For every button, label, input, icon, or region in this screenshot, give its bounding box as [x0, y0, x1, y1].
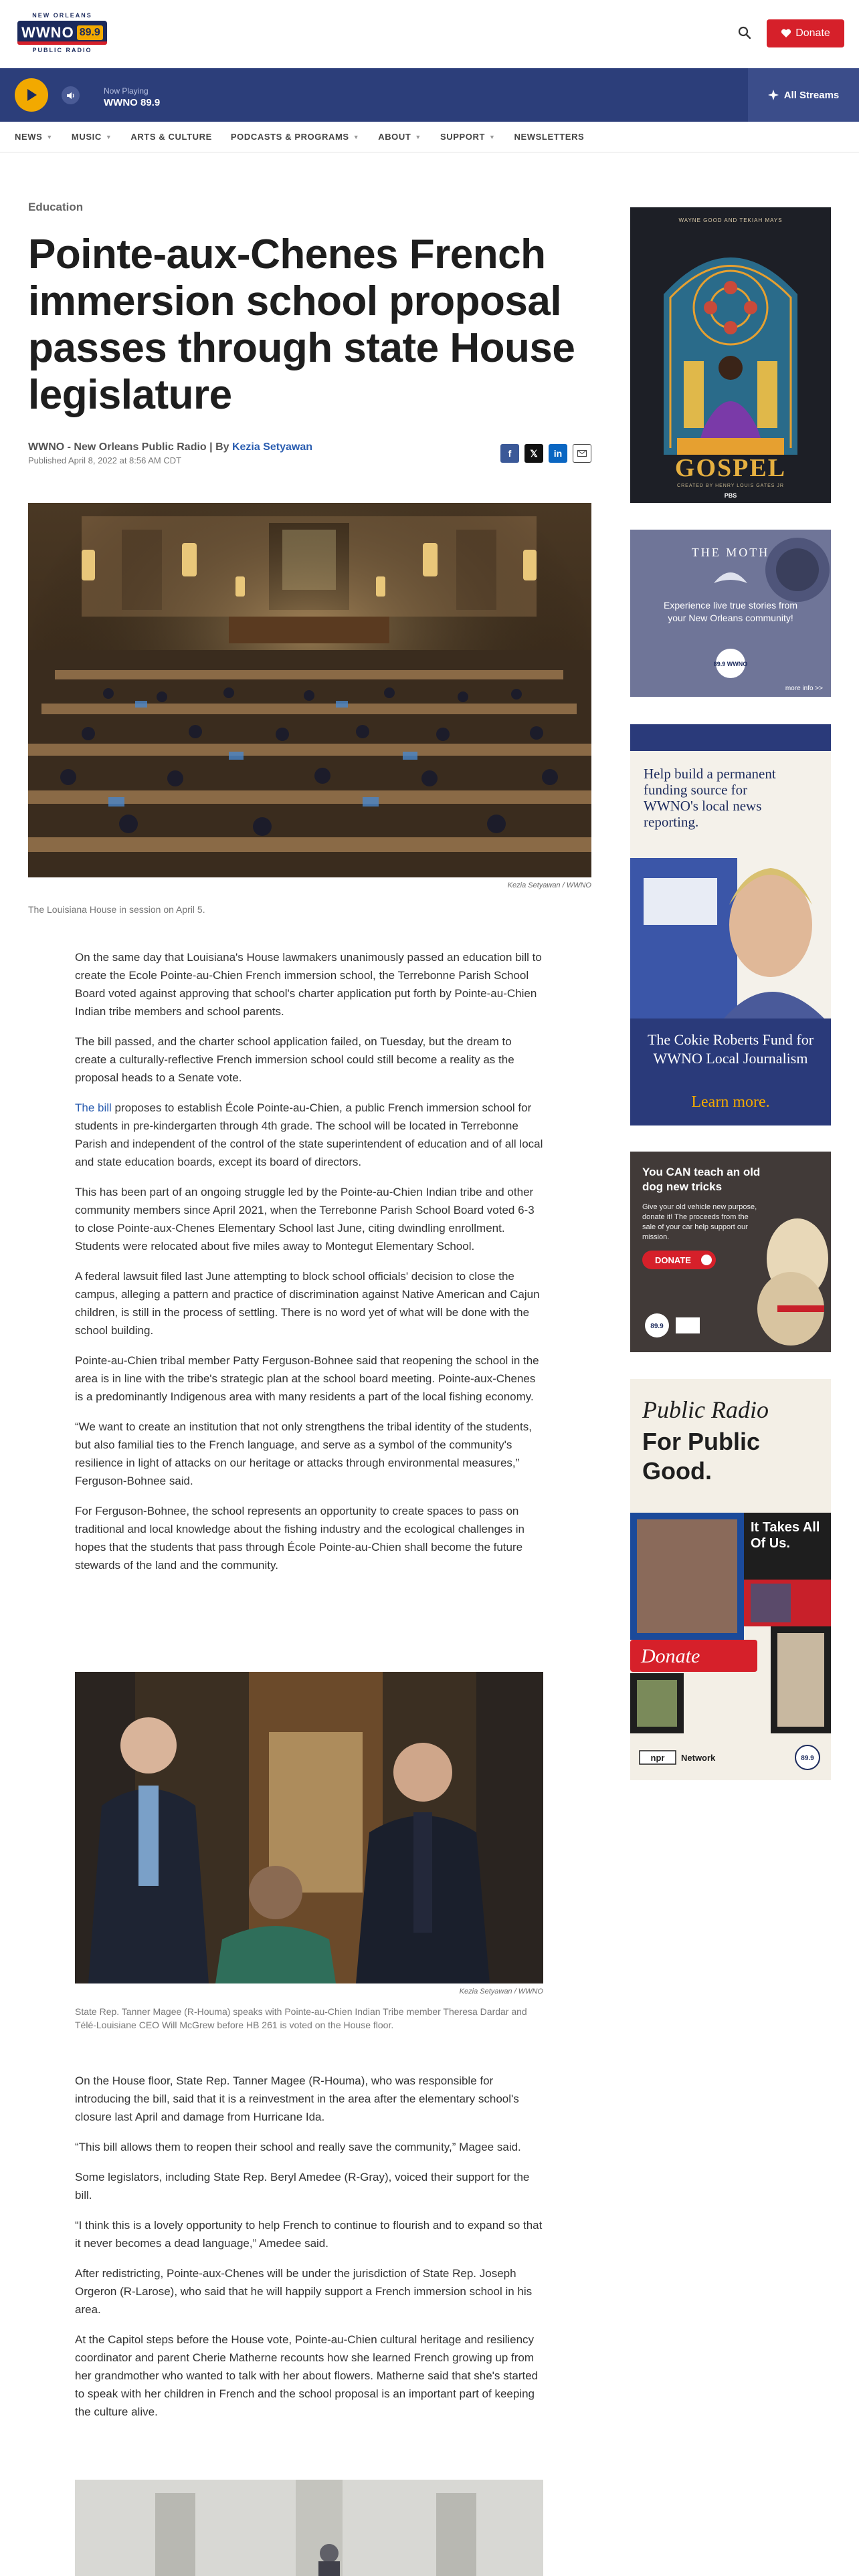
nav-item-news[interactable]	[15, 132, 53, 142]
paragraph: The bill passed, and the charter school application failed, on Tuesday, but the dream to create a culturally-reflective French immersion school could still become a reality as the proposal heads to a Senate vote.	[75, 1035, 514, 1084]
photo2-caption: State Rep. Tanner Magee (R-Houma) speaks with Pointe-au-Chien Indian Tribe member Theresa Dardar and Télé-Louisiane CEO Will McGrew before HB 261 is voted on the House floor.	[75, 2006, 527, 2030]
ad-moth-badge: 89.9 WWNO	[713, 661, 748, 667]
author-link[interactable]: Kezia Setyawan	[231, 441, 313, 453]
nav-label: NEWSLETTERS	[514, 132, 585, 142]
now-playing-label: Now Playing	[104, 86, 149, 96]
paragraph: On the same day that Louisiana's House lawmakers unanimously passed an education bill to create the Ecole Pointe-au-Chien French immersion school, the Terrebonne Parish School Board voted against approving that school's charter application put forth by Pointe-au-Chien Indian tribe members and school parents.	[75, 951, 542, 1018]
ad-gospel-top: WAYNE GOOD AND TEKIAH MAYS	[678, 217, 783, 223]
ad-pr-network: Network	[681, 1753, 716, 1763]
site-header	[0, 0, 859, 68]
play-button[interactable]	[15, 78, 48, 112]
photo-magee-dardar-mcgrew	[75, 1672, 543, 1983]
now-playing-station: WWNO 89.9	[104, 97, 161, 108]
logo-call-letters: WWNO	[21, 24, 74, 41]
byline-org: WWNO - New Orleans Public Radio	[28, 441, 207, 453]
linkedin-share-icon[interactable]: in	[549, 444, 567, 463]
nav-item-arts-culture[interactable]	[130, 132, 212, 142]
paragraph	[75, 1099, 543, 1171]
paragraph-text: proposes to establish École Pointe-au-Chien, a public French immersion school for students in pre-kindergarten through 4th grade. The school will be located in Terrebonne Parish and independent of the control of the state superintendent of education and of all local and state education boards, except its board of directors.	[75, 1101, 543, 1168]
nav-label: PODCASTS & PROGRAMS	[230, 132, 349, 142]
logo-bottom-text: PUBLIC RADIO	[32, 47, 92, 53]
nav-item-newsletters[interactable]	[514, 132, 585, 142]
chevron-down-icon: ▼	[488, 133, 496, 140]
x-share-icon[interactable]: 𝕏	[524, 444, 543, 463]
email-share-icon[interactable]	[573, 444, 591, 463]
chevron-down-icon: ▼	[415, 133, 421, 140]
paragraph: At the Capitol steps before the House vote, Pointe-au-Chien cultural heritage and resiliency coordinator and parent Cherie Matherne recounts how she learned French growing up from her grandmother who wanted to talk with her about flowers. Matherne said that she's started to speak with her children in French and the school proposal is an important part of keeping the culture alive.	[75, 2333, 539, 2418]
wwno-logo[interactable]	[15, 12, 110, 55]
all-streams-label: All Streams	[783, 89, 840, 101]
main-nav	[0, 122, 859, 152]
ad-cokie-roberts-fund[interactable]	[630, 724, 831, 1125]
ad-moth-more[interactable]: more info >>	[785, 685, 823, 692]
paragraph: Pointe-au-Chien tribal member Patty Ferguson-Bohnee said that reopening the school in the area is in line with the tribe's strategic plan at the school board meeting. Pointe-aux-Chenes is a predominantly Indigenous area with many residents a part of the local fishing economy.	[75, 1354, 539, 1403]
byline-separator: | By	[206, 441, 232, 453]
all-streams-button[interactable]	[748, 68, 859, 122]
donate-button-label: Donate	[795, 27, 830, 39]
logo-red-strip	[17, 41, 107, 45]
ad-gospel[interactable]	[630, 207, 831, 503]
ad-pr-badge: 89.9	[801, 1755, 814, 1762]
article-body-part-1	[75, 948, 543, 1586]
paragraph: A federal lawsuit filed last June attempting to block school officials' decision to close the campus, alleging a pattern and practice of discrimination against Native American and Cajun children, is still in the process of settling. There is no word yet of what will be done with the school building.	[75, 1270, 540, 1337]
facebook-share-icon[interactable]: f	[500, 444, 519, 463]
ad-pr-donate[interactable]: Donate	[641, 1645, 700, 1667]
audio-player	[0, 68, 859, 122]
nav-item-about[interactable]	[378, 132, 421, 142]
hero-image-credit: Kezia Setyawan / WWNO	[507, 881, 591, 889]
paragraph: “This bill allows them to reopen their school and really save the community,” Magee said.	[75, 2141, 521, 2153]
volume-icon	[66, 91, 76, 100]
npr-logo: npr	[650, 1753, 665, 1763]
nav-label: MUSIC	[71, 132, 102, 142]
ad-moth-title: THE MOTH	[691, 546, 770, 559]
ad-the-moth[interactable]	[630, 530, 831, 697]
logo-frequency: 89.9	[77, 25, 103, 40]
heart-icon	[781, 29, 791, 38]
ad-vehicle-donation[interactable]	[630, 1152, 831, 1352]
search-icon	[738, 26, 751, 39]
paragraph: For Ferguson-Bohnee, the school represents an opportunity to create spaces to pass on traditional and local knowledge about the fishing industry and the ecological challenges in hopes that the students that pass through École Pointe-au-Chien shall become the future stewards of the land and the community.	[75, 1505, 524, 1572]
ad-cokie-headline: Help build a permanent funding source for WWNO's local news reporting.	[644, 766, 776, 830]
nav-label: ABOUT	[378, 132, 411, 142]
the-bill-link[interactable]: The bill	[75, 1101, 112, 1114]
ad-gospel-sponsor: PBS	[724, 492, 737, 499]
ad-pr-title2-part: Good.	[642, 1457, 712, 1485]
ad-dog-donate-button[interactable]: DONATE	[655, 1255, 691, 1265]
paragraph: On the House floor, State Rep. Tanner Magee (R-Houma), who was responsible for introducing the bill, said that it is a reinvestment in the area after the elementary school's closure last April and damage from Hurricane Ida.	[75, 2074, 519, 2123]
ad-dog-badge: 89.9	[650, 1323, 664, 1330]
nav-label: NEWS	[15, 132, 43, 142]
ad-gospel-title: GOSPEL	[674, 454, 787, 482]
chevron-down-icon: ▼	[46, 133, 53, 140]
photo-capitol-steps	[75, 2480, 543, 2576]
paragraph: This has been part of an ongoing struggle led by the Pointe-au-Chien Indian tribe and other community members since April 2021, when the Terrebonne Parish School Board voted 6-3 to close Pointe-aux-Chenes Elementary School last June, citing dwindling enrollment. Students were relocated about five miles away to Montegut Elementary School.	[75, 1186, 535, 1253]
article-body-part-2	[75, 2072, 543, 2433]
ad-dog-text: Give your old vehicle new purpose, donate it! The proceeds from the sale of your car help support our mission.	[642, 1203, 757, 1241]
ad-cokie-fund: The Cokie Roberts Fund for WWNO Local Journalism	[647, 1031, 814, 1067]
paragraph: After redistricting, Pointe-aux-Chenes will be under the jurisdiction of State Rep. Joseph Orgeron (R-Larose), who said that he will happily support a French immersion school in his area.	[75, 2267, 533, 2316]
published-date: Published April 8, 2022 at 8:56 AM CDT	[28, 455, 182, 465]
hero-image-louisiana-house	[28, 503, 591, 877]
hero-image-caption: The Louisiana House in session on April 5.	[28, 904, 205, 915]
volume-button[interactable]	[62, 86, 80, 104]
ad-cokie-cta[interactable]: Learn more.	[691, 1093, 770, 1111]
paragraph: “I think this is a lovely opportunity to help French to continue to flourish and to expand so that it never becomes a dead language,” Amedee said.	[75, 2219, 543, 2250]
ad-gospel-sub: CREATED BY HENRY LOUIS GATES JR	[677, 484, 784, 488]
play-icon	[25, 88, 37, 102]
search-button[interactable]	[733, 21, 756, 44]
share-buttons	[500, 444, 591, 463]
paragraph: “We want to create an institution that not only strengthens the tribal identity of the students, but also familial ties to the French language, and serve as a symbol of the community's resilience in light of attacks on our heritage or attacks through environmental measures,” Ferguson-Bohnee said.	[75, 1420, 532, 1487]
chevron-down-icon: ▼	[353, 133, 360, 140]
nav-item-podcasts-programs[interactable]	[231, 132, 359, 142]
ad-moth-text: Experience live true stories from your New Orleans community!	[664, 600, 797, 623]
section-label[interactable]: Education	[28, 201, 84, 213]
ad-pr-title1: Public Radio	[642, 1396, 769, 1423]
ad-dog-title: You CAN teach an old dog new tricks	[642, 1166, 761, 1193]
photo2-credit: Kezia Setyawan / WWNO	[459, 1988, 543, 1996]
logo-top-text: NEW ORLEANS	[32, 12, 92, 19]
ad-public-radio-public-good[interactable]	[630, 1379, 831, 1780]
nav-item-support[interactable]	[440, 132, 496, 142]
nav-label: ARTS & CULTURE	[130, 132, 212, 142]
article-headline: Pointe-aux-Chenes French immersion school proposal passes through state House legislature	[28, 231, 575, 418]
ad-pr-title2-part: For Public	[642, 1428, 761, 1455]
paragraph: Some legislators, including State Rep. Beryl Amedee (R-Gray), voiced their support for the bill.	[75, 2171, 530, 2202]
nav-item-music[interactable]	[72, 132, 112, 142]
byline-row	[28, 441, 591, 472]
donate-button[interactable]	[767, 19, 844, 47]
nav-label: SUPPORT	[440, 132, 485, 142]
sparkle-icon	[768, 90, 779, 100]
article-header	[28, 201, 591, 472]
ad-pr-tagline: It Takes All Of Us.	[751, 1520, 820, 1551]
chevron-down-icon: ▼	[105, 133, 112, 140]
